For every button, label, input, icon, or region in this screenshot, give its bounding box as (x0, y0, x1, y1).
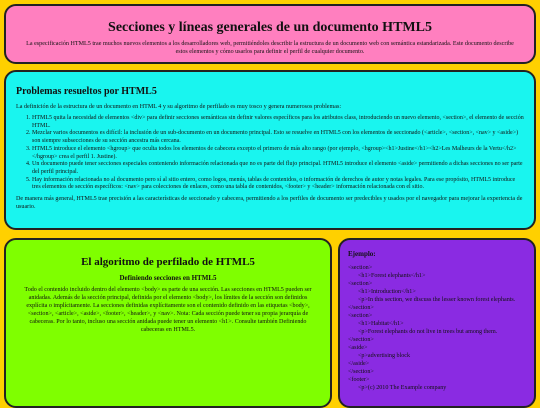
list-item: 3. HTML5 introduce el elemento <hgroup> que oculta todos los elementos de cabecera excepto el primero de más alto rango (por ejemplo, <hgroup><h1>Justine</h1><h2>Les Malheurs de la Vertu</h2></hgroup> crea el perfil 1. Justine). (32, 146, 524, 161)
code-line: </section> (348, 305, 374, 311)
code-block (348, 264, 526, 392)
problems-list (16, 115, 524, 192)
code-line: <section> (348, 313, 373, 319)
algorithm-title: El algoritmo de perfilado de HTML5 (81, 256, 255, 268)
code-line: <h1>Forest elephants</h1> (358, 273, 426, 279)
code-line: <aside> (348, 345, 368, 351)
problems-outro: De manera más general, HTML5 trae precisión a las características de seccionado y cabecera, permitiendo a los perfiles de documento ser predecibles y usados por el navegador para mejorar la experiencia de usuario. (16, 196, 523, 211)
problems-intro: La definición de la estructura de un documento en HTML 4 y su algoritmo de perfilado es muy tosco y genera numerosos problemas: (16, 104, 342, 110)
list-item: 5. Hay información relacionada no al documento pero sí al sitio entero, como logos, menús, tablas de contenidos, o información de derechos de autor y notas legales. Para ese propósito, HTML5 introduce tres elementos de sección específicos: <nav> para colecciones de enlaces, como una tabla de contenidos, <footer> y <header> información relacionada con el sitio. (32, 177, 524, 192)
example-title: Ejemplo: (348, 250, 376, 258)
list-item: 4. Un documento puede tener secciones especiales conteniendo información relacionada que no es parte del flujo principal. HTML5 introduce el elemento <aside> permitiendo a dichas secciones no ser parte del perfil principal. (32, 161, 524, 176)
code-line: <section> (348, 281, 373, 287)
code-line: <p>(c) 2010 The Example company (358, 385, 447, 391)
algorithm-body: Todo el contenido incluido dentro del elemento <body> es parte de una sección. Las secciones en HTML5 pueden ser anidadas. Además de la sección principal, definida por el elemento <body>, los límites de la sección son definidos explícita o implícitamente. La secciones definidas explícitamente son el contenido definido en las etiquetas <body>, <section>, <article>, <aside>, <footer>, <header>, y <nav>. Nota: Cada sección puede tener su propia jerarquía de cabeceras. Por lo tanto, incluso una sección anidada puede tener un elemento <h1>. Consulte también Definiendo cabeceras en HTML5. (24, 287, 312, 333)
algorithm-subtitle: Definiendo secciones en HTML5 (119, 274, 217, 282)
code-line: <p>Forest elephants do not live in trees but among them. (358, 329, 498, 335)
list-item: 2. Mezclar varios documentos es difícil: la inclusión de un sub-documento en un documento principal. Esto se resuelve en HTML5 con los elementos de seccionado (<article>, <section>, <nav> y <aside>) son siempre subsecciones de su sección ancestra más cercana. (32, 130, 524, 145)
problems-section (4, 70, 536, 230)
algorithm-section (4, 238, 332, 408)
code-line: </section> (348, 337, 374, 343)
page-subtitle: La especificación HTML5 trae muchos nuevos elementos a los desarrolladores web, permitiéndoles describir la estructura de un documento web con semántica estandarizada. Este documento describe estos elementos y cómo usarlos para definir el perfil de cualquier documento. (26, 41, 514, 55)
code-line: </section> (348, 369, 374, 375)
header-banner (4, 4, 536, 64)
code-line: <h1>Habitat</h1> (358, 321, 404, 327)
list-item: 1. HTML5 quita la necesidad de elementos <div> para definir secciones semánticas sin definir valores específicos para los atributos class, introduciendo un nuevo elemento, <section>, el elemento de sección HTML. (32, 115, 524, 130)
code-line: <section> (348, 265, 373, 271)
code-line: <footer> (348, 377, 370, 383)
code-line: </aside> (348, 361, 370, 367)
example-section (338, 238, 536, 408)
code-line: <p>advertising block (358, 353, 411, 359)
code-line: <p>In this section, we discuss the lesser known forest elephants. (358, 297, 516, 303)
page-title: Secciones y líneas generales de un documento HTML5 (108, 20, 432, 35)
code-line: <h1>Introduction</h1> (358, 289, 416, 295)
problems-title: Problemas resueltos por HTML5 (16, 86, 157, 97)
